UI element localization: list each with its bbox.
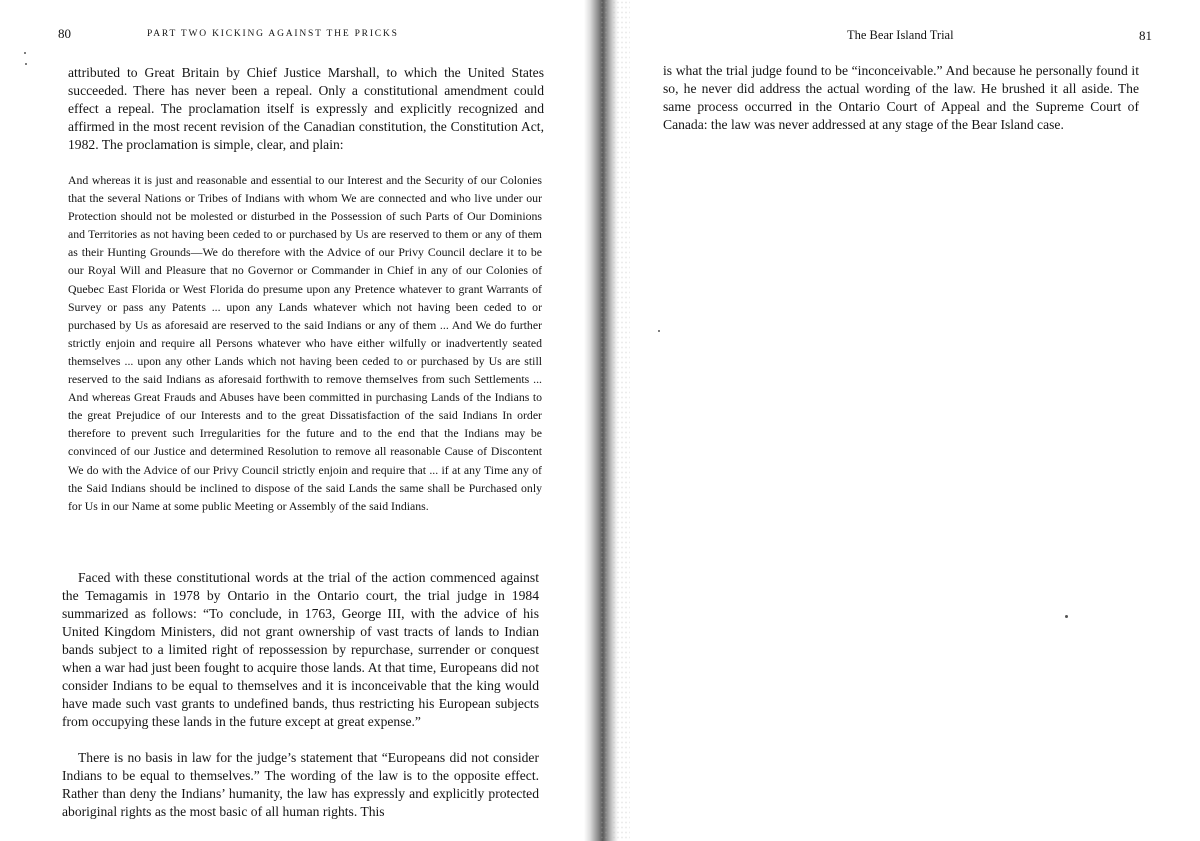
left-page — [0, 0, 588, 841]
scan-speck — [1065, 615, 1068, 618]
left-running-head: PART TWO KICKING AGAINST THE PRICKS — [147, 29, 399, 39]
right-page — [612, 0, 1200, 841]
left-paragraph-2: Faced with these constitutional words at the trial of the action commenced against the Temagamis in 1978 by Ontario in the Ontario court, the trial judge in 1984 summarized as follows: “To conclude, in 1763, George III, with the advice of his United Kingdom Ministers, did not grant ownership of vast tracts of lands to Indian bands subject to a limited right of repossession by repurchase, surrender or conquest when a war had just been fought to acquire those lands. At that time, Europeans did not consider Indians to be equal to themselves and it is inconceivable that the king would have made such vast grants to undefined bands, thus restricting his European subjects from occupying these lands in the future except at great expense.” — [62, 570, 539, 729]
left-paragraph-3: There is no basis in law for the judge’s statement that “Europeans did not consider Indians to be equal to themselves.” The wording of the law is to the opposite effect. Rather than deny the Indians’ humanity, the law has expressly and explicitly protected aboriginal rights as the most basic of all human rights. This — [62, 750, 539, 819]
scan-speck — [658, 330, 660, 332]
scan-speck — [25, 63, 27, 65]
right-paragraph-1: is what the trial judge found to be “inconceivable.” And because he personally found it so, he never did address the actual wording of the law. He brushed it all aside. The same process occurred in the Ontario Court of Appeal and the Supreme Court of Canada: the law was never addressed at any stage of the Bear Island case. — [663, 63, 1139, 132]
scan-speck — [24, 52, 26, 54]
right-running-head: The Bear Island Trial — [847, 28, 954, 42]
left-paragraph-1: attributed to Great Britain by Chief Justice Marshall, to which the United States succeeded. There has never been a repeal. Only a constitutional amendment could effect a repeal. The proclamation itself is expressly and explicitly recognized and affirmed in the most recent revision of the Canadian constitution, the Constitution Act, 1982. The proclamation is simple, clear, and plain: — [68, 65, 544, 152]
proclamation-quotation: And whereas it is just and reasonable and essential to our Interest and the Security of our Colonies that the several Nations or Tribes of Indians with whom We are connected and who live under our Protection should not be molested or disturbed in the Possession of such Parts of Our Dominions and Territories as not having been ceded to or purchased by Us are reserved to them or any of them as their Hunting Grounds—We do therefore with the Advice of our Privy Council declare it to be our Royal Will and Pleasure that no Governor or Commander in Chief in any of our Colonies of Quebec East Florida or West Florida do presume upon any Pretence whatever to grant Warrants of Survey or pass any Patents ... upon any Lands whatever which not having been ceded to or purchased by Us as aforesaid are reserved to the said Indians or any of them ... And We do further strictly enjoin and require all Persons whatever who have either wilfully or inadvertently seated themselves ... upon any other Lands which not having been ceded to or purchased by Us are still reserved to the said Indians as aforesaid forthwith to remove themselves from such Settlements ... And whereas Great Frauds and Abuses have been committed in purchasing Lands of the Indians to the great Prejudice of our Interests and to the great Dissatisfaction of the said Indians In order therefore to prevent such Irregularities for the future and to the end that the Indians may be convinced of our Justice and determined Resolution to remove all reasonable Cause of Discontent We do with the Advice of our Privy Council strictly enjoin and require that ... if at any Time any of the Said Indians should be inclined to dispose of the said Lands the same shall be Purchased only for Us in our Name at some public Meeting or Assembly of the said Indians. — [68, 173, 542, 513]
left-page-number: 80 — [58, 26, 71, 41]
right-page-number: 81 — [1139, 28, 1152, 43]
